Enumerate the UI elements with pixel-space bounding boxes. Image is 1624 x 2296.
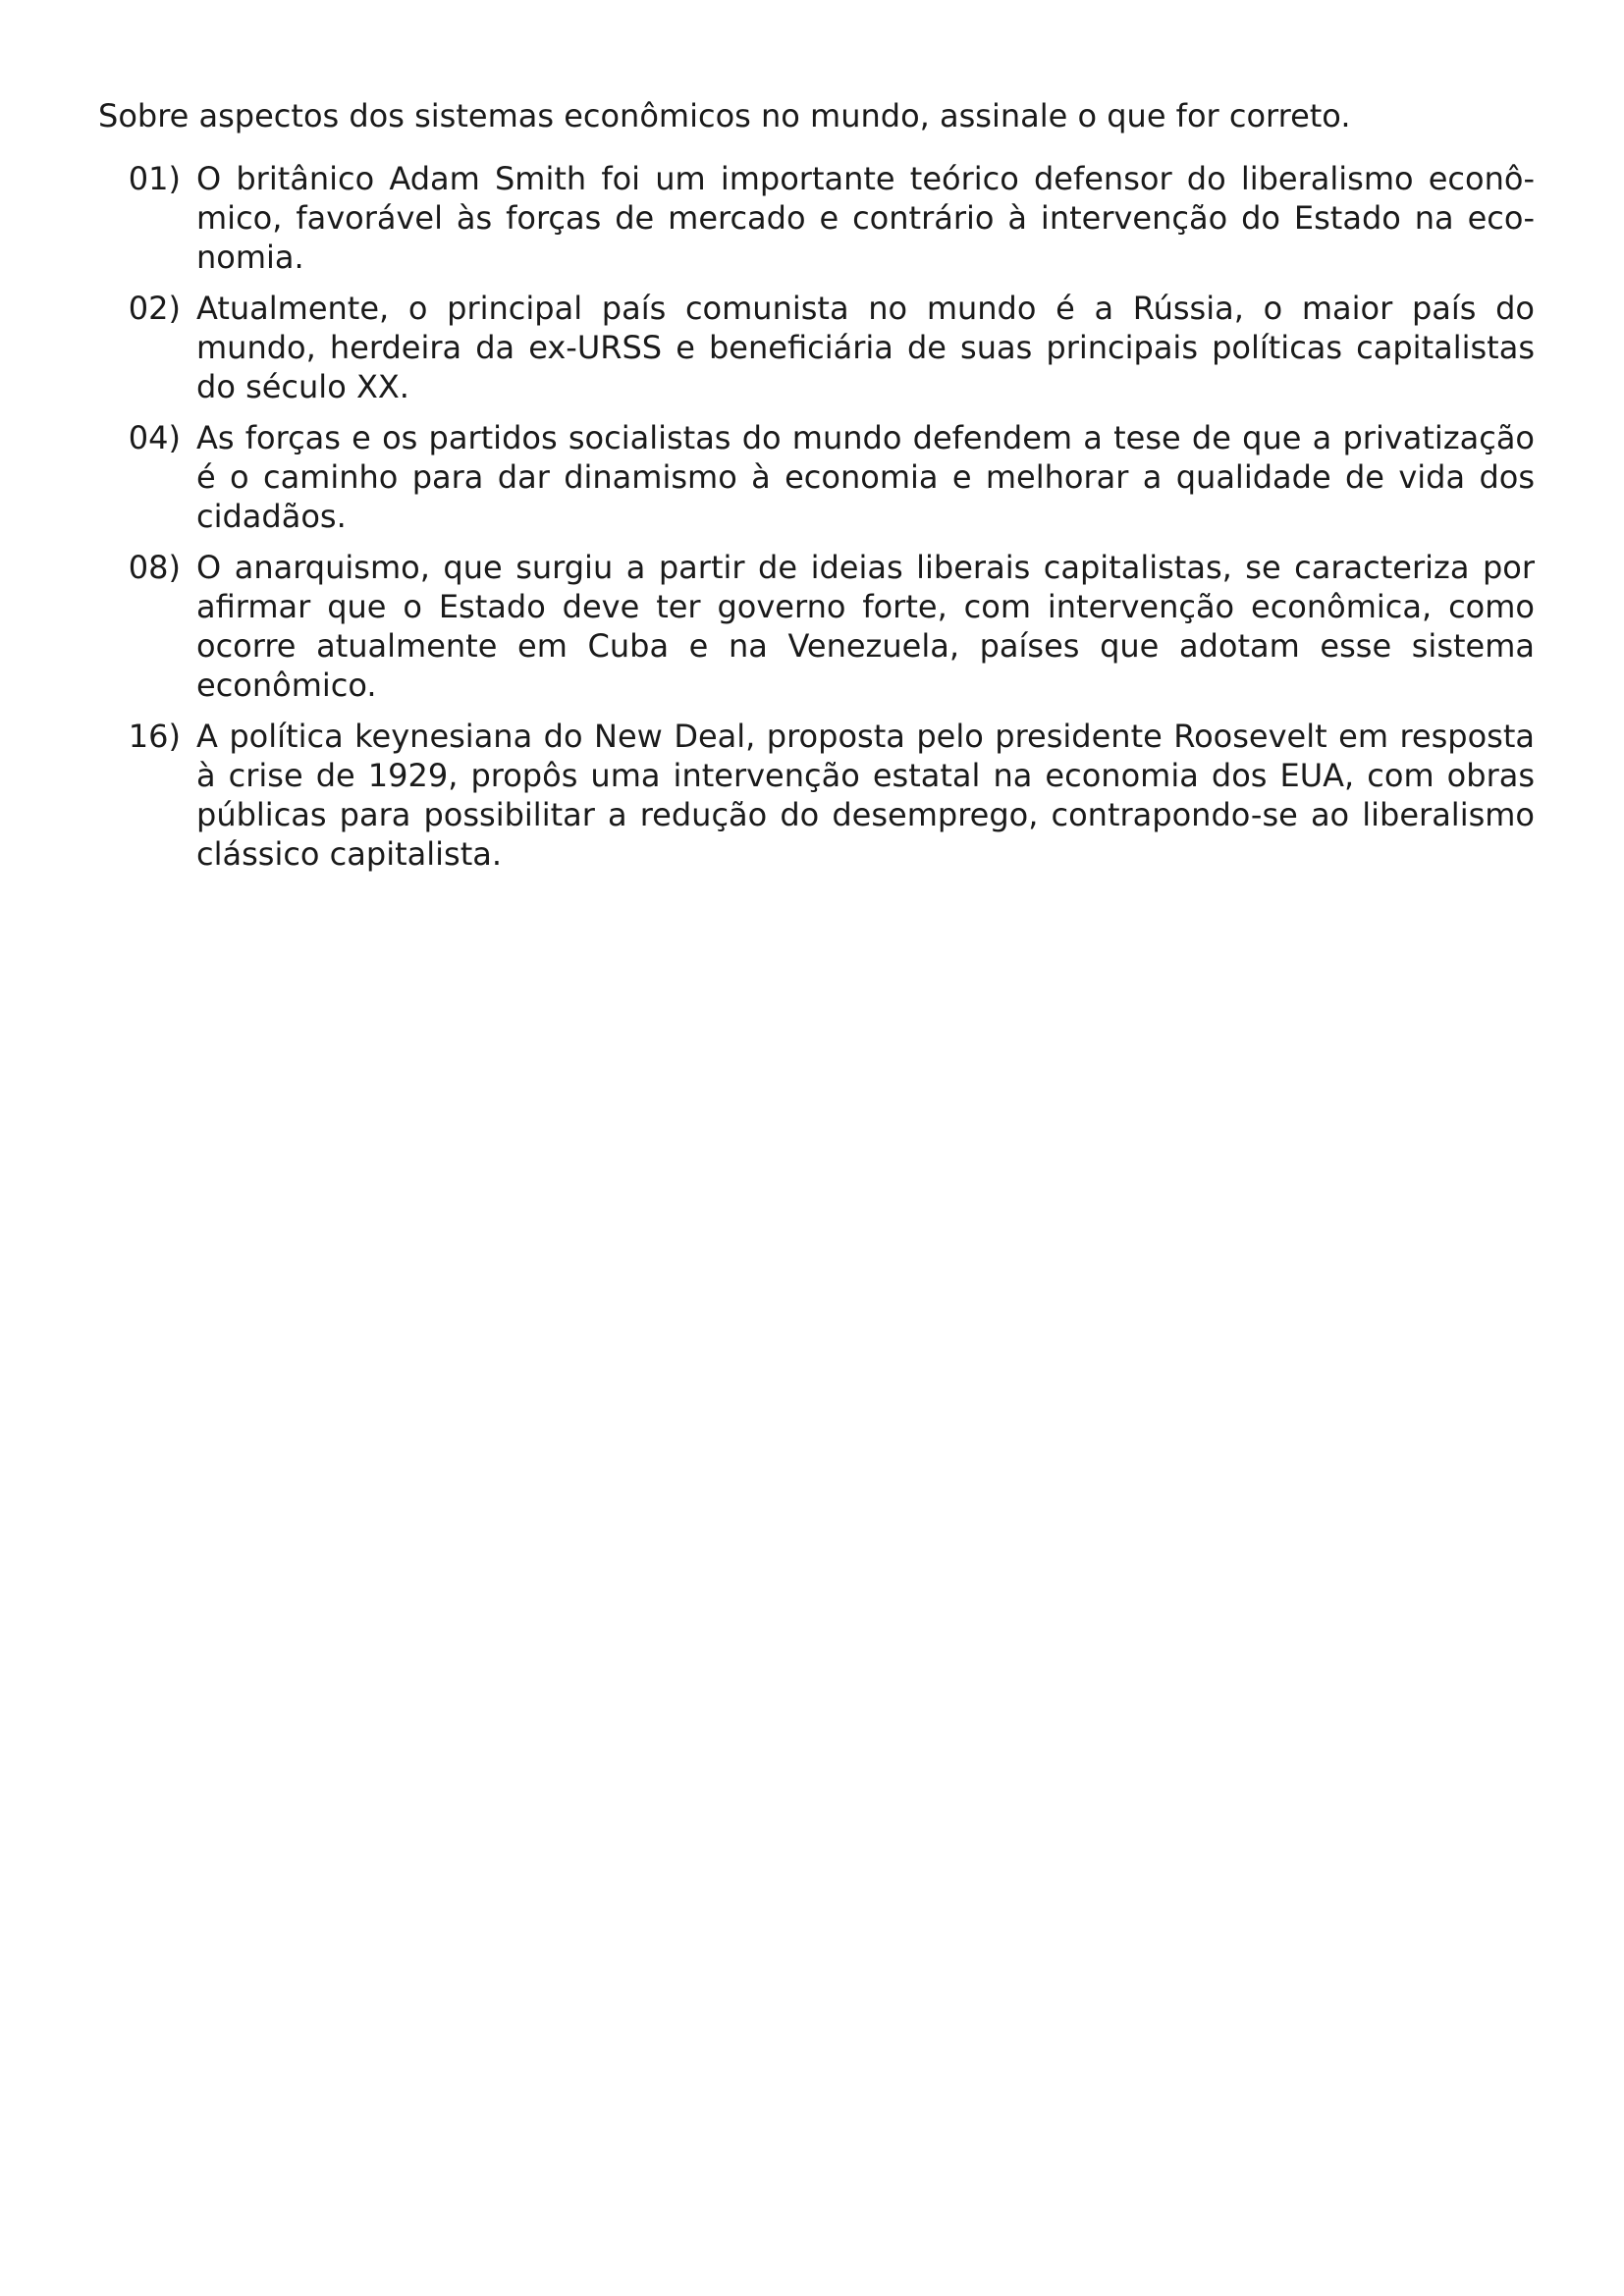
option-item-08	[98, 548, 1535, 705]
option-text: O britânico Adam Smith foi um importante teórico defensor do liberalismo econômico, favorável às forças de mercado e contrário à intervenção do Estado na economia.	[196, 160, 1535, 276]
question-page	[98, 96, 1535, 885]
option-text: Atualmente, o principal país comunista no mundo é a Rússia, o maior país do mundo, herdeira da ex-URSS e beneficiária de suas principais políticas capitalistas do século XX.	[196, 290, 1535, 405]
option-text: As forças e os partidos socialistas do mundo defendem a tese de que a privatização é o caminho para dar dinamismo à economia e melhorar a qualidade de vida dos cidadãos.	[196, 419, 1535, 535]
options-list	[98, 159, 1535, 874]
option-text: A política keynesiana do New Deal, proposta pelo presidente Roosevelt em resposta à crise de 1929, propôs uma intervenção estatal na economia dos EUA, com obras públicas para possibilitar a redução do desemprego, contrapondo-se ao liberalismo clássico capitalista.	[196, 718, 1535, 873]
option-number: 16)	[128, 718, 181, 755]
option-item-01	[98, 159, 1535, 277]
option-number: 02)	[128, 290, 181, 327]
option-item-02	[98, 289, 1535, 406]
option-number: 01)	[128, 160, 181, 197]
option-text: O anarquismo, que surgiu a partir de ideias liberais capitalistas, se caracteriza por afirmar que o Estado deve ter governo forte, com intervenção econômica, como ocorre atualmente em Cuba e na Venezuela, países que adotam esse sistema econômico.	[196, 549, 1535, 704]
option-item-16	[98, 717, 1535, 874]
option-item-04	[98, 418, 1535, 536]
question-prompt: Sobre aspectos dos sistemas econômicos no mundo, assinale o que for correto.	[98, 97, 1351, 134]
option-number: 04)	[128, 419, 181, 456]
option-number: 08)	[128, 549, 181, 586]
